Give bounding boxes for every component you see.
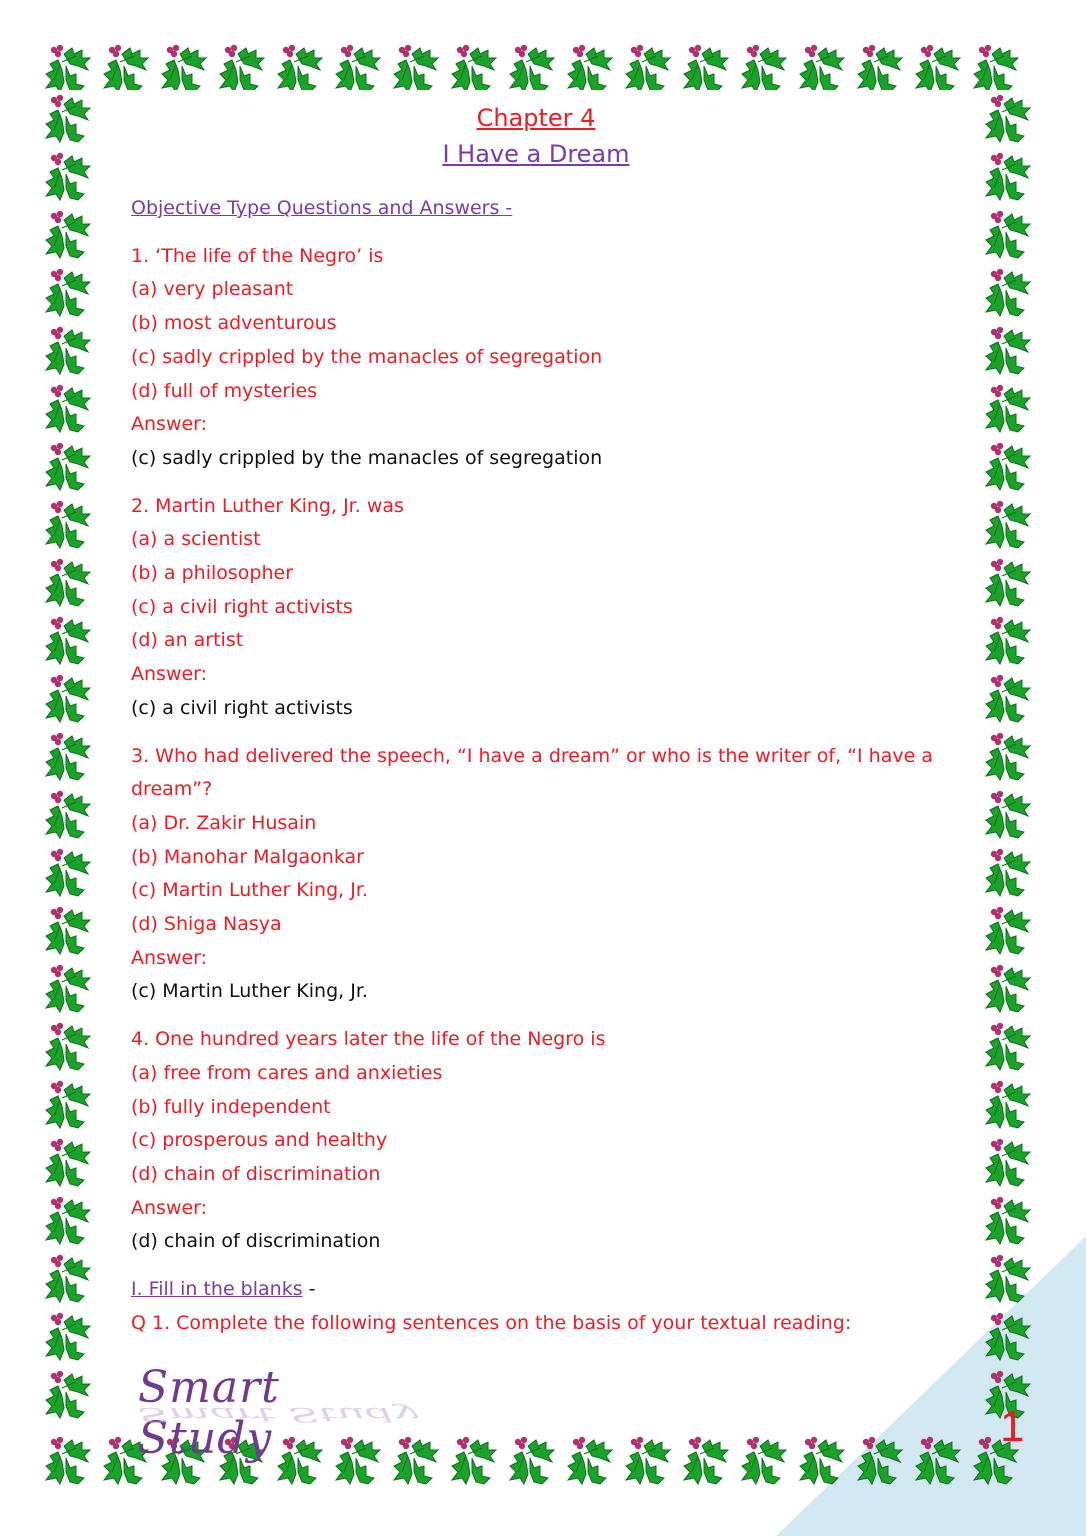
lesson-title: I Have a Dream bbox=[442, 140, 630, 168]
holly-icon bbox=[980, 322, 1038, 380]
question-text: 1. ‘The life of the Negro’ is bbox=[131, 244, 384, 267]
holly-icon bbox=[40, 786, 98, 844]
holly-icon bbox=[794, 40, 852, 90]
holly-icon bbox=[40, 322, 98, 380]
option-a: (a) Dr. Zakir Husain bbox=[131, 811, 317, 834]
fill-instruction: Q 1. Complete the following sentences on the basis of your textual reading: bbox=[131, 1311, 852, 1334]
holly-border-top bbox=[40, 40, 1050, 90]
option-c: (c) a civil right activists bbox=[131, 595, 353, 618]
answer-text: (c) Martin Luther King, Jr. bbox=[131, 980, 368, 1003]
holly-icon bbox=[980, 1134, 1038, 1192]
holly-icon bbox=[678, 40, 736, 90]
holly-border-right bbox=[980, 90, 1050, 1432]
holly-icon bbox=[156, 40, 214, 90]
option-a: (a) free from cares and anxieties bbox=[131, 1061, 443, 1084]
holly-icon bbox=[620, 40, 678, 90]
option-a: (a) a scientist bbox=[131, 528, 261, 551]
holly-icon bbox=[736, 1432, 794, 1490]
holly-icon bbox=[980, 1250, 1038, 1308]
option-b: (b) a philosopher bbox=[131, 562, 294, 585]
question-text: 4. One hundred years later the life of the Negro is bbox=[131, 1028, 606, 1051]
question-block bbox=[131, 1023, 941, 1259]
option-d: (d) full of mysteries bbox=[131, 379, 318, 402]
holly-icon bbox=[40, 1018, 98, 1076]
logo-reflection: Smart Study bbox=[138, 1403, 418, 1426]
holly-icon bbox=[272, 40, 330, 90]
option-b: (b) most adventurous bbox=[131, 312, 337, 335]
holly-icon bbox=[40, 902, 98, 960]
question-text: 2. Martin Luther King, Jr. was bbox=[131, 494, 404, 517]
question-text: 3. Who had delivered the speech, “I have a dream” or who is the writer of, “I have a dream”? bbox=[131, 744, 933, 801]
holly-icon bbox=[562, 1432, 620, 1490]
option-c: (c) prosperous and healthy bbox=[131, 1129, 388, 1152]
holly-icon bbox=[678, 1432, 736, 1490]
holly-icon bbox=[40, 148, 98, 206]
holly-icon bbox=[980, 1308, 1038, 1366]
option-c: (c) Martin Luther King, Jr. bbox=[131, 879, 368, 902]
holly-icon bbox=[794, 1432, 852, 1490]
holly-icon bbox=[980, 148, 1038, 206]
holly-icon bbox=[40, 1192, 98, 1250]
option-b: (b) Manohar Malgaonkar bbox=[131, 845, 364, 868]
holly-border-left bbox=[40, 90, 102, 1432]
holly-icon bbox=[980, 786, 1038, 844]
answer-label: Answer: bbox=[131, 413, 208, 436]
holly-icon bbox=[980, 1192, 1038, 1250]
holly-icon bbox=[446, 1432, 504, 1490]
holly-icon bbox=[980, 1076, 1038, 1134]
holly-icon bbox=[446, 40, 504, 90]
holly-icon bbox=[40, 960, 98, 1018]
holly-icon bbox=[910, 40, 968, 90]
chapter-title: Chapter 4 bbox=[476, 104, 596, 132]
holly-icon bbox=[40, 612, 98, 670]
holly-icon bbox=[40, 728, 98, 786]
fill-blanks-dash: - bbox=[302, 1278, 316, 1301]
holly-icon bbox=[980, 90, 1038, 148]
holly-icon bbox=[620, 1432, 678, 1490]
holly-icon bbox=[980, 380, 1038, 438]
holly-icon bbox=[40, 670, 98, 728]
holly-icon bbox=[388, 40, 446, 90]
holly-icon bbox=[40, 1250, 98, 1308]
holly-icon bbox=[98, 40, 156, 90]
answer-label: Answer: bbox=[131, 1196, 208, 1219]
fill-blanks-link[interactable]: I. Fill in the blanks bbox=[131, 1278, 303, 1301]
holly-icon bbox=[40, 1076, 98, 1134]
option-d: (d) Shiga Nasya bbox=[131, 913, 282, 936]
holly-icon bbox=[980, 728, 1038, 786]
answer-label: Answer: bbox=[131, 663, 208, 686]
holly-icon bbox=[504, 1432, 562, 1490]
holly-icon bbox=[214, 40, 272, 90]
document-body bbox=[131, 100, 941, 1341]
holly-icon bbox=[980, 902, 1038, 960]
answer-label: Answer: bbox=[131, 946, 208, 969]
holly-icon bbox=[852, 40, 910, 90]
question-block bbox=[131, 240, 941, 476]
smart-study-logo bbox=[138, 1362, 428, 1464]
holly-icon bbox=[980, 670, 1038, 728]
holly-icon bbox=[562, 40, 620, 90]
holly-icon bbox=[40, 264, 98, 322]
option-a: (a) very pleasant bbox=[131, 278, 294, 301]
option-d: (d) chain of discrimination bbox=[131, 1162, 381, 1185]
holly-icon bbox=[980, 264, 1038, 322]
page-number: 1 bbox=[1000, 1402, 1025, 1451]
holly-icon bbox=[980, 960, 1038, 1018]
holly-icon bbox=[980, 1018, 1038, 1076]
logo-text: Smart Study bbox=[138, 1362, 280, 1464]
holly-icon bbox=[40, 1308, 98, 1366]
holly-icon bbox=[40, 380, 98, 438]
holly-icon bbox=[40, 206, 98, 264]
section-heading: Objective Type Questions and Answers - bbox=[131, 197, 513, 219]
holly-icon bbox=[40, 1432, 98, 1490]
holly-icon bbox=[40, 844, 98, 902]
holly-icon bbox=[980, 438, 1038, 496]
option-c: (c) sadly crippled by the manacles of segregation bbox=[131, 345, 603, 368]
option-d: (d) an artist bbox=[131, 629, 244, 652]
holly-icon bbox=[504, 40, 562, 90]
option-b: (b) fully independent bbox=[131, 1095, 331, 1118]
holly-icon bbox=[40, 40, 98, 90]
holly-icon bbox=[980, 612, 1038, 670]
holly-icon bbox=[980, 496, 1038, 554]
holly-icon bbox=[852, 1432, 910, 1490]
holly-icon bbox=[40, 1134, 98, 1192]
holly-icon bbox=[968, 40, 1026, 90]
answer-text: (c) sadly crippled by the manacles of segregation bbox=[131, 446, 603, 469]
holly-icon bbox=[40, 1366, 98, 1424]
answer-text: (d) chain of discrimination bbox=[131, 1230, 381, 1253]
holly-icon bbox=[736, 40, 794, 90]
holly-icon bbox=[40, 554, 98, 612]
holly-icon bbox=[40, 90, 98, 148]
question-block bbox=[131, 490, 941, 726]
holly-icon bbox=[330, 40, 388, 90]
holly-icon bbox=[980, 844, 1038, 902]
holly-icon bbox=[40, 438, 98, 496]
fill-blanks-heading bbox=[131, 1273, 941, 1307]
question-list bbox=[131, 240, 941, 1259]
answer-text: (c) a civil right activists bbox=[131, 696, 353, 719]
holly-icon bbox=[40, 496, 98, 554]
holly-icon bbox=[910, 1432, 968, 1490]
question-block bbox=[131, 740, 941, 1010]
holly-icon bbox=[980, 554, 1038, 612]
holly-icon bbox=[980, 206, 1038, 264]
